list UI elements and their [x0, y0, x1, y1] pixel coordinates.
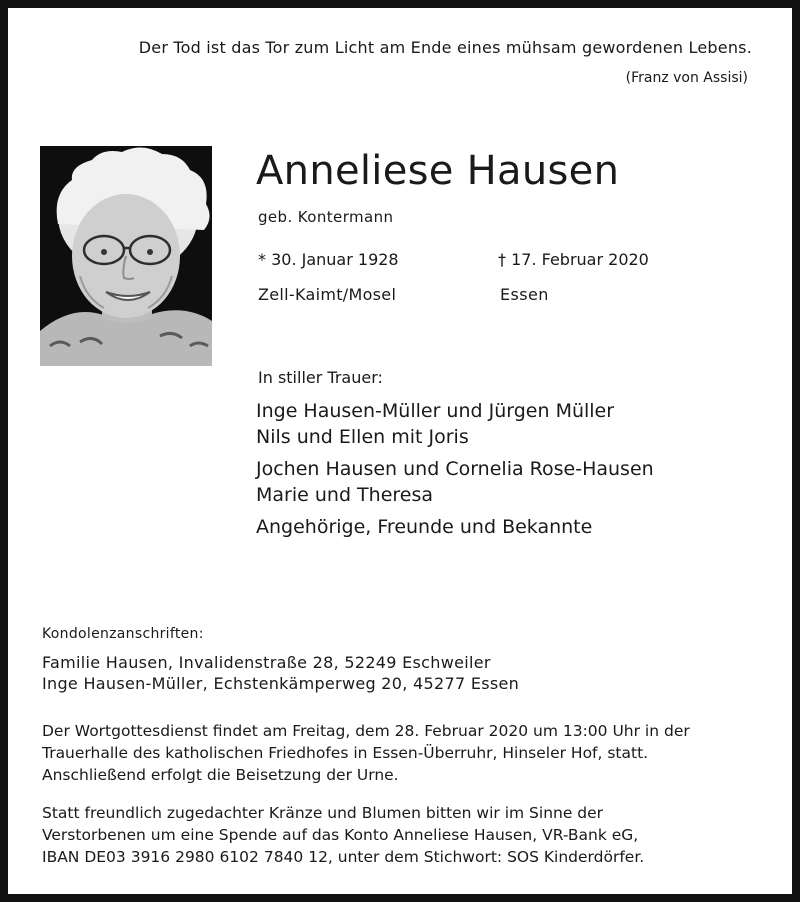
birth-place: Zell-Kaimt/Mosel [258, 285, 397, 304]
mourner-line: Marie und Theresa [256, 484, 434, 506]
quote-author: (Franz von Assisi) [625, 70, 748, 86]
mourning-label: In stiller Trauer: [258, 368, 383, 387]
donation-line: Statt freundlich zugedachter Kränze und Blumen bitten wir im Sinne der [42, 804, 604, 822]
donation-line: IBAN DE03 3916 2980 6102 7840 12, unter dem Stichwort: SOS Kinderdörfer. [42, 848, 645, 866]
mourner-line: Inge Hausen-Müller und Jürgen Müller [256, 400, 615, 422]
deceased-name: Anneliese Hausen [256, 148, 620, 194]
portrait-image [40, 146, 212, 366]
quote-text: Der Tod ist das Tor zum Licht am Ende eines mühsam gewordenen Lebens. [138, 38, 752, 57]
mourner-group [256, 456, 654, 508]
service-info [42, 720, 690, 786]
condolence-address: Inge Hausen-Müller, Echstenkämperweg 20, 45277 Essen [42, 674, 520, 693]
mourner-group [256, 398, 654, 450]
maiden-name: geb. Kontermann [258, 208, 394, 226]
mourners-list [256, 398, 654, 546]
mourner-group [256, 514, 654, 540]
service-line: Trauerhalle des katholischen Friedhofes in Essen-Überruhr, Hinseler Hof, statt. [42, 744, 649, 762]
portrait-photo [40, 146, 212, 366]
mourner-line: Nils und Ellen mit Joris [256, 426, 469, 448]
donation-info [42, 802, 644, 868]
death-place: Essen [500, 285, 549, 304]
service-line: Anschließend erfolgt die Beisetzung der Urne. [42, 766, 399, 784]
obituary-card [8, 8, 792, 894]
donation-line: Verstorbenen um eine Spende auf das Konto Anneliese Hausen, VR-Bank eG, [42, 826, 639, 844]
condolence-addresses [42, 652, 519, 694]
service-line: Der Wortgottesdienst findet am Freitag, dem 28. Februar 2020 um 13:00 Uhr in der [42, 722, 690, 740]
mourner-line: Jochen Hausen und Cornelia Rose-Hausen [256, 458, 654, 480]
birth-date: * 30. Januar 1928 [258, 250, 399, 269]
death-date: † 17. Februar 2020 [498, 250, 649, 269]
condolence-address: Familie Hausen, Invalidenstraße 28, 52249 Eschweiler [42, 653, 491, 672]
mourner-line: Angehörige, Freunde und Bekannte [256, 516, 593, 538]
condolence-label: Kondolenzanschriften: [42, 626, 204, 642]
